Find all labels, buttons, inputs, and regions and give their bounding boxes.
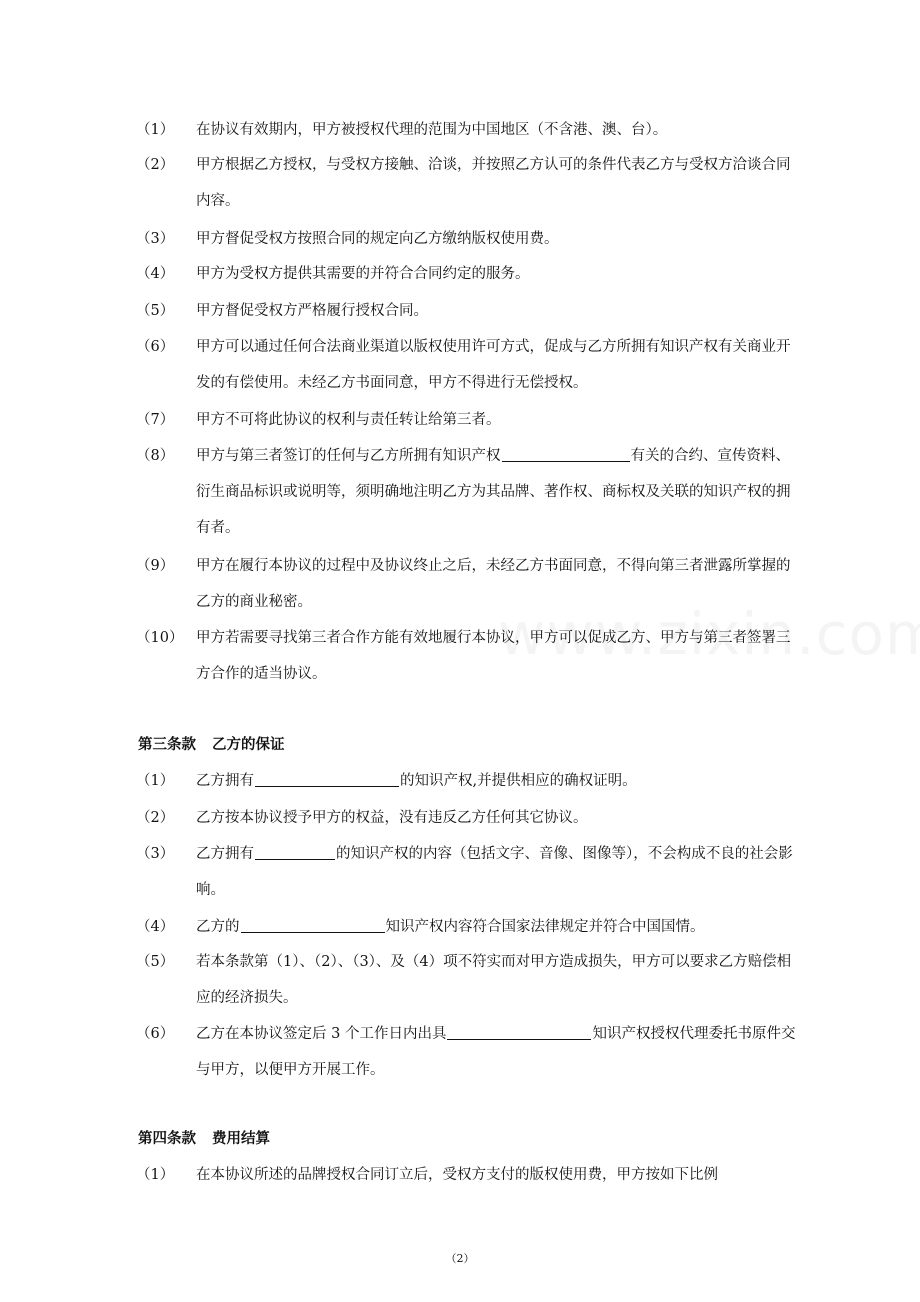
clause-number: （2） <box>136 810 175 826</box>
clause-text <box>196 1016 796 1088</box>
section-heading-number: 第三条款 <box>138 736 196 753</box>
clause-text: 甲方为受权方提供其需要的并符合合同约定的服务。 <box>196 266 530 282</box>
clause-text-after: 的知识产权,并提供相应的确权证明。 <box>400 773 637 789</box>
clause-text <box>196 438 796 546</box>
fill-in-blank[interactable] <box>241 917 385 933</box>
clause-text: 若本条款第（1）、（2）、（3）、及（4）项不符实而对甲方造成损失，甲方可以要求乙方赔偿相应的经济损失。 <box>196 954 792 1006</box>
clause-text: 甲方根据乙方授权，与受权方接触、洽谈，并按照乙方认可的条件代表乙方与受权方洽谈合同内容。 <box>196 157 791 209</box>
clause-item <box>136 944 796 1016</box>
fill-in-blank[interactable] <box>447 1024 591 1040</box>
clause-item <box>136 1157 796 1193</box>
clause-number: （6） <box>136 1026 175 1042</box>
page-number: （2） <box>445 1252 475 1265</box>
clause-text-before: 乙方的 <box>196 919 240 935</box>
clause-text-after: 知识产权内容符合国家法律规定并符合中国国情。 <box>385 919 705 935</box>
fill-in-blank[interactable] <box>502 446 630 462</box>
clause-item <box>136 548 796 620</box>
clause-text: 甲方在履行本协议的过程中及协议终止之后，未经乙方书面同意，不得向第三者泄露所掌握的乙方的商业秘密。 <box>196 558 791 610</box>
clause-number: （8） <box>136 448 175 464</box>
clause-text: 在本协议所述的品牌授权合同订立后，受权方支付的版权使用费，甲方按如下比例 <box>196 1167 718 1183</box>
section-heading-title: 乙方的保证 <box>212 736 285 753</box>
clause-number: （1） <box>136 1167 175 1183</box>
clause-item <box>136 836 796 908</box>
clause-text-before: 乙方拥有 <box>196 846 254 862</box>
clause-text: 甲方不可将此协议的权利与责任转让给第三者。 <box>196 412 501 428</box>
section-heading-number: 第四条款 <box>138 1130 196 1147</box>
clause-text-before: 甲方与第三者签订的任何与乙方所拥有知识产权 <box>196 448 501 464</box>
clause-text: 乙方按本协议授予甲方的权益，没有违反乙方任何其它协议。 <box>196 810 588 826</box>
clause-text-after: 有关的合约、宣传资料、衍生商品标识或说明等，须明确地注明乙方为其品牌、著作权、商标权及关联的知识产权的拥有者。 <box>196 448 791 536</box>
clause-text-after: 的知识产权的内容（包括文字、音像、图像等），不会构成不良的社会影响。 <box>196 846 793 898</box>
clause-item <box>136 293 796 329</box>
clause-number: （1） <box>136 122 175 138</box>
clause-item <box>136 221 796 257</box>
clause-number: （4） <box>136 266 175 282</box>
clause-text-before: 乙方拥有 <box>196 773 254 789</box>
fill-in-blank[interactable] <box>255 771 399 787</box>
clause-text: 甲方若需要寻找第三者合作方能有效地履行本协议，甲方可以促成乙方、甲方与第三者签署三方合作的适当协议。 <box>196 630 791 682</box>
clause-number: （10） <box>136 630 184 646</box>
clause-number: （3） <box>136 846 175 862</box>
clause-text: 甲方可以通过任何合法商业渠道以版权使用许可方式，促成与乙方所拥有知识产权有关商业开发的有偿使用。未经乙方书面同意，甲方不得进行无偿授权。 <box>196 339 791 391</box>
clause-text <box>196 836 796 908</box>
clause-number: （4） <box>136 919 175 935</box>
clause-text: 甲方督促受权方按照合同的规定向乙方缴纳版权使用费。 <box>196 231 559 247</box>
clause-number: （2） <box>136 157 175 173</box>
clause-item <box>136 402 796 438</box>
section-heading-title: 费用结算 <box>212 1130 270 1147</box>
clause-number: （1） <box>136 773 175 789</box>
clause-item <box>136 1016 796 1088</box>
clause-text: 甲方督促受权方严格履行授权合同。 <box>196 303 428 319</box>
clause-text: 在协议有效期内，甲方被授权代理的范围为中国地区（不含港、澳、台）。 <box>196 122 668 138</box>
clause-number: （9） <box>136 558 175 574</box>
clause-item <box>136 620 796 692</box>
section-heading <box>138 1121 270 1157</box>
clause-number: （5） <box>136 303 175 319</box>
clause-number: （6） <box>136 339 175 355</box>
clause-item <box>136 438 796 546</box>
clause-text-after: 知识产权授权代理委托书原件交与甲方，以便甲方开展工作。 <box>196 1026 796 1078</box>
clause-item <box>136 256 796 292</box>
clause-item <box>136 147 796 219</box>
clause-item <box>136 800 796 836</box>
clause-text <box>196 763 796 799</box>
clause-text-before: 乙方在本协议签定后 3 个工作日内出具 <box>196 1026 447 1042</box>
clause-item <box>136 909 796 945</box>
fill-in-blank[interactable] <box>255 844 335 860</box>
section-heading <box>138 727 285 763</box>
clause-number: （7） <box>136 412 175 428</box>
clause-number: （3） <box>136 231 175 247</box>
clause-text <box>196 909 796 945</box>
clause-number: （5） <box>136 954 175 970</box>
clause-item <box>136 329 796 401</box>
clause-item <box>136 112 796 148</box>
clause-item <box>136 763 796 799</box>
